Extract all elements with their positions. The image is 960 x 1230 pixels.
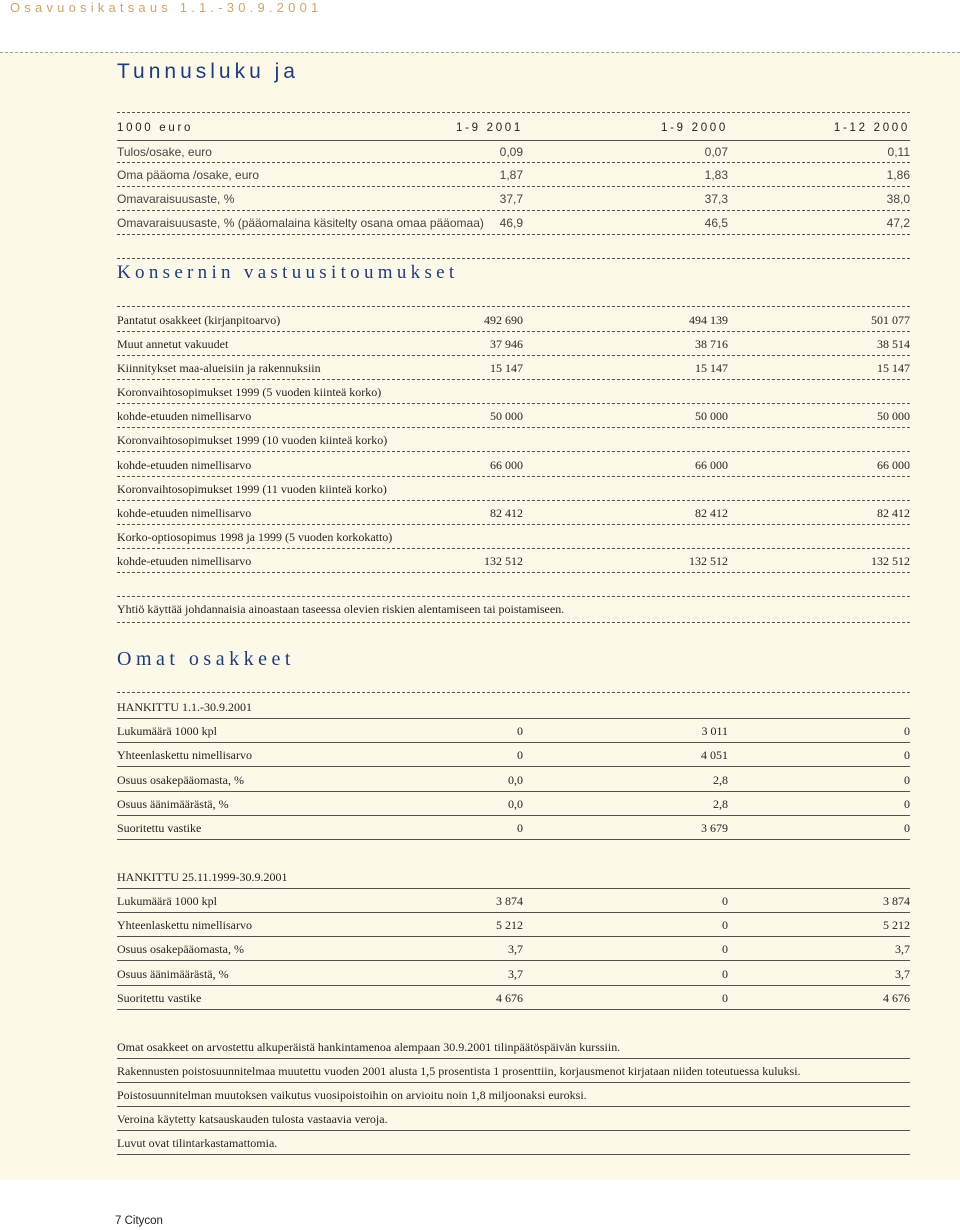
divider [117,936,910,937]
divider [117,548,910,549]
cell-value: 0,09 [499,145,523,159]
row-label: Kiinnitykset maa-alueisiin ja rakennuksiin [117,361,321,375]
divider [117,234,910,235]
divider [117,355,910,356]
block-title: HANKITTU 1.1.-30.9.2001 [117,700,252,714]
row-label: Lukumäärä 1000 kpl [117,724,217,738]
cell-value: 0,07 [704,145,728,159]
row-label: Oma pääoma /osake, euro [117,168,260,182]
cell-value: 0 [904,773,910,787]
cell-value: 82 412 [877,506,910,520]
cell-value: 4 676 [883,991,910,1005]
divider [117,379,910,380]
row-label: Osuus äänimäärästä, % [117,967,229,981]
row-label: Pantatut osakkeet (kirjanpitoarvo) [117,313,281,327]
table-row [117,722,910,740]
cell-value: 46,5 [704,216,728,230]
table-row [117,480,910,498]
cell-value: 38 716 [695,337,728,351]
row-label: kohde-etuuden nimellisarvo [117,409,252,423]
divider [117,186,910,187]
divider [117,960,910,961]
row-label: kohde-etuuden nimellisarvo [117,458,252,472]
cell-value: 15 147 [490,361,523,375]
table-row [117,456,910,474]
key-figures-header-row [117,119,910,137]
row-label: Suoritettu vastike [117,991,202,1005]
divider [117,766,910,767]
row-label: Osuus osakepääomasta, % [117,942,244,956]
cell-value: 4 051 [701,748,728,762]
divider [117,1130,910,1131]
row-label: kohde-etuuden nimellisarvo [117,506,252,520]
table-row [117,528,910,546]
divider [117,140,910,141]
divider [117,500,910,501]
cell-value: 0 [904,724,910,738]
table-row [117,311,910,329]
cell-value: 38,0 [886,192,910,206]
row-label: Omavaraisuusaste, % [117,192,235,206]
cell-value: 492 690 [484,313,523,327]
column-header: 1000 euro [117,122,194,134]
row-label: Koronvaihtosopimukset 1999 (10 vuoden kiinteä korko) [117,433,388,447]
commitments-heading: Konsernin vastuusitoumukset [117,262,459,283]
cell-value: 47,2 [886,216,910,230]
table-row [117,359,910,377]
divider [117,1009,910,1010]
cell-value: 0 [904,748,910,762]
cell-value: 0,0 [508,773,523,787]
cell-value: 5 212 [883,918,910,932]
cell-value: 3 874 [496,894,523,908]
derivatives-note: Yhtiö käyttää johdannaisia ainoastaan taseessa olevien riskien alentamiseen tai poistamiseen. [117,602,565,616]
cell-value: 15 147 [877,361,910,375]
divider [117,1058,910,1059]
table-row [117,190,910,208]
table-row [117,407,910,425]
table-row [117,504,910,522]
divider [117,692,910,693]
header-divider [0,52,960,53]
cell-value: 0 [722,894,728,908]
row-label: Yhteenlaskettu nimellisarvo [117,748,252,762]
column-header: 1-9 2001 [456,122,523,134]
page-footer: 7 Citycon [115,1215,163,1227]
divider [117,1106,910,1107]
row-label: Korko-optiosopimus 1998 ja 1999 (5 vuoden korkokatto) [117,530,393,544]
table-row [117,771,910,789]
note-line: Poistosuunnitelman muutoksen vaikutus vuosipoistoihin on arvioitu noin 1,8 miljoonaksi euroksi. [117,1088,587,1102]
cell-value: 3 874 [883,894,910,908]
cell-value: 3 011 [701,724,728,738]
cell-value: 501 077 [871,313,910,327]
row-label: Osuus osakepääomasta, % [117,773,244,787]
cell-value: 82 412 [695,506,728,520]
divider [117,815,910,816]
row-label: Muut annetut vakuudet [117,337,229,351]
cell-value: 0 [722,918,728,932]
divider [117,403,910,404]
cell-value: 3,7 [508,967,523,981]
cell-value: 3,7 [895,967,910,981]
note-line: Rakennusten poistosuunnitelmaa muutettu vuoden 2001 alusta 1,5 prosentista 1 prosenttiin, korjausmenot kirjataan niiden toteutuessa kuluksi. [117,1064,801,1078]
divider [117,331,910,332]
row-label: Koronvaihtosopimukset 1999 (11 vuoden kiinteä korko) [117,482,387,496]
divider [117,912,910,913]
cell-value: 4 676 [496,991,523,1005]
divider [117,596,910,597]
table-row [117,965,910,983]
cell-value: 50 000 [695,409,728,423]
column-header: 1-9 2000 [661,122,728,134]
cell-value: 3 679 [701,821,728,835]
cell-value: 37,3 [704,192,728,206]
divider [117,1082,910,1083]
divider [117,524,910,525]
table-row [117,795,910,813]
table-row [117,892,910,910]
table-row [117,916,910,934]
cell-value: 50 000 [490,409,523,423]
divider [117,622,910,623]
divider [117,742,910,743]
table-row [117,819,910,837]
cell-value: 37,7 [499,192,523,206]
row-label: Suoritettu vastike [117,821,202,835]
divider [117,476,910,477]
table-row [117,552,910,570]
row-label: Tulos/osake, euro [117,145,212,159]
block-title: HANKITTU 25.11.1999-30.9.2001 [117,870,288,884]
cell-value: 1,86 [886,168,910,182]
cell-value: 0 [517,748,523,762]
cell-value: 66 000 [695,458,728,472]
cell-value: 38 514 [877,337,910,351]
cell-value: 132 512 [689,554,728,568]
row-label: Lukumäärä 1000 kpl [117,894,217,908]
divider [117,427,910,428]
table-row [117,431,910,449]
divider [117,162,910,163]
table-row [117,383,910,401]
divider [117,572,910,573]
divider [117,718,910,719]
cell-value: 2,8 [713,797,728,811]
note-line: Luvut ovat tilintarkastamattomia. [117,1136,278,1150]
cell-value: 82 412 [490,506,523,520]
cell-value: 0,11 [887,145,910,159]
cell-value: 50 000 [877,409,910,423]
cell-value: 1,87 [499,168,523,182]
divider [117,258,910,259]
divider [117,210,910,211]
note-line: Omat osakkeet on arvostettu alkuperäistä hankintamenoa alempaan 30.9.2001 tilinpäätöspäivän kurssiin. [117,1040,621,1054]
cell-value: 2,8 [713,773,728,787]
divider [117,888,910,889]
key-figures-heading: Tunnusluku ja [117,60,299,83]
cell-value: 132 512 [871,554,910,568]
cell-value: 132 512 [484,554,523,568]
cell-value: 1,83 [704,168,728,182]
cell-value: 66 000 [490,458,523,472]
cell-value: 3,7 [508,942,523,956]
divider [117,985,910,986]
table-row [117,746,910,764]
row-label: Omavaraisuusaste, % (pääomalaina käsitelty osana omaa pääomaa) [117,216,484,230]
table-row [117,989,910,1007]
table-row [117,214,910,232]
cell-value: 494 139 [689,313,728,327]
divider [117,306,910,307]
cell-value: 0 [722,942,728,956]
cell-value: 0 [517,821,523,835]
cell-value: 0 [904,821,910,835]
table-row [117,335,910,353]
divider [117,112,910,113]
own-shares-heading: Omat osakkeet [117,648,295,670]
table-row [117,166,910,184]
document-title: Osavuosikatsaus 1.1.-30.9.2001 [10,0,323,15]
row-label: Yhteenlaskettu nimellisarvo [117,918,252,932]
cell-value: 15 147 [695,361,728,375]
row-label: Koronvaihtosopimukset 1999 (5 vuoden kiinteä korko) [117,385,382,399]
cell-value: 0 [517,724,523,738]
divider [117,451,910,452]
note-line: Veroina käytetty katsauskauden tulosta vastaavia veroja. [117,1112,388,1126]
cell-value: 46,9 [499,216,523,230]
table-row [117,143,910,161]
divider [117,791,910,792]
cell-value: 0 [904,797,910,811]
cell-value: 0 [722,967,728,981]
cell-value: 3,7 [895,942,910,956]
cell-value: 0 [722,991,728,1005]
table-row [117,940,910,958]
cell-value: 37 946 [490,337,523,351]
row-label: Osuus äänimäärästä, % [117,797,229,811]
row-label: kohde-etuuden nimellisarvo [117,554,252,568]
cell-value: 66 000 [877,458,910,472]
cell-value: 5 212 [496,918,523,932]
divider [117,839,910,840]
column-header: 1-12 2000 [833,122,910,134]
divider [117,1154,910,1155]
cell-value: 0,0 [508,797,523,811]
